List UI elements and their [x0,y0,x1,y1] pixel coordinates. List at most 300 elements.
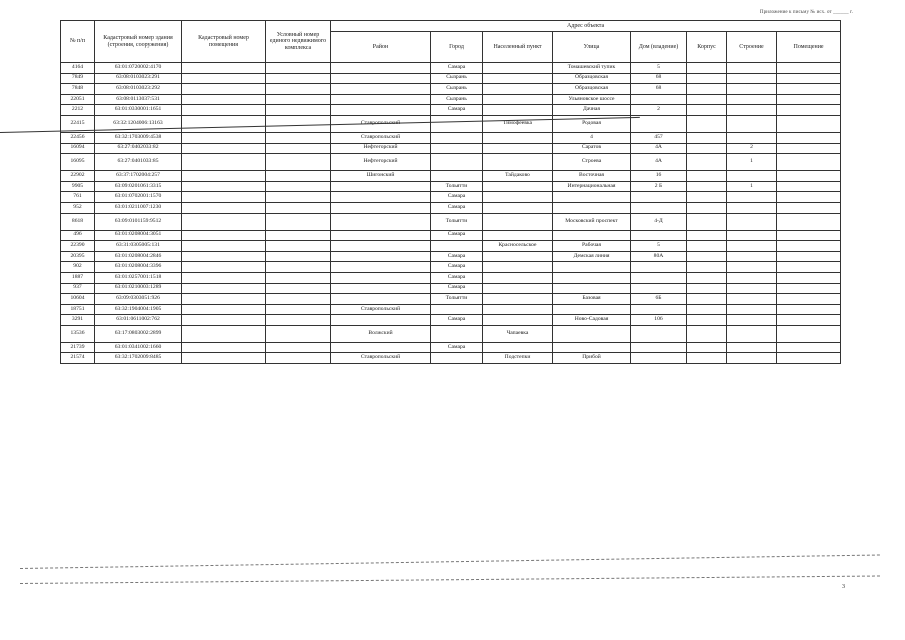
table-cell-room [182,132,266,143]
table-cell-bld [727,230,777,241]
table-cell-prem [777,143,841,154]
table-cell-city: Самара [431,251,483,262]
table-row [61,63,841,74]
col-street: Улица [553,32,631,63]
table-cell-n: 3291 [61,315,95,326]
table-cell-street [553,262,631,273]
table-cell-dist: Ставропольский [331,353,431,364]
table-cell-n: 22390 [61,241,95,252]
table-cell-bld [727,105,777,116]
col-cadastral: Кадастровый номер здания (строения, сооружения) [95,21,182,63]
table-cell-room [182,241,266,252]
table-cell-sett [483,251,553,262]
table-cell-dist: Нефтегорский [331,143,431,154]
table-cell-cad: 63:01:0210003:1289 [95,283,182,294]
table-cell-cad: 63:08:0103023:292 [95,84,182,95]
table-cell-dist: Ставропольский [331,115,431,132]
table-cell-cx [266,94,331,105]
table-cell-korp [687,304,727,315]
table-cell-city [431,304,483,315]
table-cell-dist [331,251,431,262]
table-cell-cx [266,262,331,273]
table-cell-bld [727,342,777,353]
table-cell-prem [777,202,841,213]
table-cell-street [553,272,631,283]
table-cell-house: 2 [631,105,687,116]
table-cell-sett [483,181,553,192]
table-cell-cx [266,283,331,294]
table-cell-room [182,84,266,95]
table-cell-korp [687,84,727,95]
table-cell-bld [727,94,777,105]
table-cell-street: 4 [553,132,631,143]
table-cell-room [182,171,266,182]
table-body [61,63,841,364]
table-cell-cx [266,143,331,154]
table-cell-dist [331,202,431,213]
table-cell-sett [483,192,553,203]
table-cell-dist [331,294,431,305]
table-cell-korp [687,63,727,74]
table-cell-city: Самара [431,192,483,203]
col-complex: Условный номер единого недвижимого комплекса [266,21,331,63]
table-cell-cx [266,132,331,143]
table-cell-street: Дачная [553,105,631,116]
table-row [61,272,841,283]
table-cell-korp [687,241,727,252]
table-cell-prem [777,304,841,315]
table-cell-street: Ульяновское шоссе [553,94,631,105]
table-cell-room [182,181,266,192]
table-cell-bld [727,325,777,342]
table-cell-house [631,192,687,203]
table-row [61,84,841,95]
table-cell-prem [777,192,841,203]
table-cell-prem [777,262,841,273]
table-cell-house: 106 [631,315,687,326]
table-cell-room [182,342,266,353]
table-cell-city: Самара [431,105,483,116]
table-cell-korp [687,294,727,305]
table-cell-house: 2 Б [631,181,687,192]
table-cell-prem [777,325,841,342]
table-cell-sett [483,202,553,213]
table-cell-sett [483,94,553,105]
table-cell-city: Сызрань [431,94,483,105]
table-cell-dist: Волжский [331,325,431,342]
col-house: Дом (владение) [631,32,687,63]
table-cell-bld: 1 [727,181,777,192]
table-row [61,283,841,294]
table-cell-prem [777,73,841,84]
table-cell-street [553,283,631,294]
table-cell-korp [687,132,727,143]
table-cell-korp [687,283,727,294]
table-cell-n: 4164 [61,63,95,74]
table-cell-dist [331,213,431,230]
table-cell-city: Тольятти [431,294,483,305]
table-cell-sett: Тайдаково [483,171,553,182]
table-cell-cad: 63:32:1204006:13163 [95,115,182,132]
table-cell-n: 16095 [61,154,95,171]
scan-dash-line [20,554,880,569]
table-cell-cx [266,213,331,230]
table-cell-cad: 63:32:1702009:8485 [95,353,182,364]
table-cell-cad: 63:27:0401033:85 [95,154,182,171]
table-cell-city: Тольятти [431,213,483,230]
table-cell-n: 22051 [61,94,95,105]
table-cell-street: Рабочая [553,241,631,252]
table-cell-dist: Шигонский [331,171,431,182]
table-cell-dist [331,105,431,116]
table-row [61,213,841,230]
table-cell-street: Интернациональная [553,181,631,192]
table-cell-n: 1887 [61,272,95,283]
scan-dash-line [20,575,880,584]
table-cell-bld [727,304,777,315]
table-cell-house: 457 [631,132,687,143]
col-korpus: Корпус [687,32,727,63]
table-cell-prem [777,315,841,326]
table-cell-city: Тольятти [431,181,483,192]
table-cell-room [182,115,266,132]
table-cell-prem [777,181,841,192]
table-cell-n: 7849 [61,73,95,84]
table-cell-street [553,202,631,213]
table-cell-city [431,115,483,132]
table-cell-prem [777,294,841,305]
table-cell-korp [687,262,727,273]
table-cell-korp [687,202,727,213]
table-cell-bld [727,213,777,230]
table-cell-sett [483,294,553,305]
table-cell-room [182,154,266,171]
table-cell-sett [483,132,553,143]
table-cell-sett [483,63,553,74]
table-cell-bld [727,353,777,364]
table-cell-prem [777,353,841,364]
table-cell-n: 9905 [61,181,95,192]
table-cell-sett [483,283,553,294]
table-cell-cad: 63:01:0702001:1570 [95,192,182,203]
table-cell-korp [687,342,727,353]
table-row [61,251,841,262]
table-cell-prem [777,171,841,182]
table-cell-room [182,192,266,203]
table-cell-street: Ново-Садовая [553,315,631,326]
table-cell-street [553,230,631,241]
table-row [61,294,841,305]
table-cell-dist [331,73,431,84]
table-cell-room [182,325,266,342]
table-row [61,262,841,273]
table-cell-room [182,272,266,283]
table-cell-cad: 63:08:0113037:531 [95,94,182,105]
table-cell-dist [331,283,431,294]
table-cell-cad: 63:01:0330001:1651 [95,105,182,116]
table-cell-cad: 63:32:1703009:4538 [95,132,182,143]
table-cell-street [553,325,631,342]
table-cell-korp [687,115,727,132]
table-row [61,154,841,171]
table-cell-prem [777,94,841,105]
table-cell-street: Образцовская [553,73,631,84]
table-cell-cx [266,73,331,84]
table-cell-dist [331,94,431,105]
table-cell-house: 16 [631,171,687,182]
table-cell-cad: 63:31:0305005:131 [95,241,182,252]
table-cell-sett [483,230,553,241]
table-cell-room [182,304,266,315]
table-cell-dist [331,84,431,95]
table-cell-sett [483,272,553,283]
table-cell-cx [266,241,331,252]
table-cell-dist [331,342,431,353]
table-cell-bld [727,283,777,294]
table-cell-cad: 63:01:0611002:762 [95,315,182,326]
table-cell-n: 2212 [61,105,95,116]
table-cell-n: 902 [61,262,95,273]
table-cell-cad: 63:01:0257001:1518 [95,272,182,283]
table-cell-street [553,192,631,203]
table-cell-cx [266,171,331,182]
table-cell-cad: 63:01:0720002:4170 [95,63,182,74]
table-cell-house: 4А [631,154,687,171]
table-cell-korp [687,181,727,192]
table-cell-street: Образцовская [553,84,631,95]
table-cell-house [631,202,687,213]
table-cell-city: Самара [431,272,483,283]
table-cell-bld [727,73,777,84]
table-cell-sett [483,84,553,95]
table-cell-sett: Чапаевка [483,325,553,342]
page-number: 3 [842,584,845,590]
table-cell-room [182,94,266,105]
table-cell-cad: 63:09:0201061:3315 [95,181,182,192]
table-cell-bld [727,171,777,182]
table-cell-korp [687,171,727,182]
table-cell-prem [777,213,841,230]
table-cell-dist [331,241,431,252]
table-row [61,353,841,364]
table-cell-cx [266,325,331,342]
table-cell-cad: 63:17:0803002:2899 [95,325,182,342]
col-num: № п/п [61,21,95,63]
table-cell-house: 4-Д [631,213,687,230]
table-cell-room [182,353,266,364]
table-cell-cx [266,63,331,74]
table-cell-street: Базовая [553,294,631,305]
table-cell-prem [777,84,841,95]
table-cell-house: 68 [631,84,687,95]
table-cell-cx [266,202,331,213]
table-row [61,171,841,182]
table-cell-room [182,213,266,230]
table-cell-cx [266,230,331,241]
table-cell-prem [777,342,841,353]
table-cell-dist [331,63,431,74]
table-cell-bld [727,132,777,143]
table-cell-dist [331,192,431,203]
table-cell-korp [687,230,727,241]
table-cell-street: Прибой [553,353,631,364]
table-cell-korp [687,325,727,342]
table-cell-dist [331,181,431,192]
table-cell-korp [687,272,727,283]
table-cell-sett [483,105,553,116]
table-cell-dist [331,230,431,241]
table-cell-street [553,342,631,353]
table-cell-sett [483,342,553,353]
table-row [61,202,841,213]
table-cell-cx [266,353,331,364]
table-cell-dist [331,272,431,283]
table-cell-sett: Красносельское [483,241,553,252]
table-cell-prem [777,105,841,116]
table-cell-n: 22456 [61,132,95,143]
table-cell-sett [483,73,553,84]
table-cell-room [182,262,266,273]
table-cell-cad: 63:01:0211007:1230 [95,202,182,213]
table-cell-bld [727,262,777,273]
table-row [61,192,841,203]
table-cell-dist [331,262,431,273]
table-cell-room [182,294,266,305]
table-cell-n: 18751 [61,304,95,315]
table-cell-bld [727,251,777,262]
table-cell-cad: 63:08:0103023:291 [95,73,182,84]
table-cell-city: Самара [431,315,483,326]
table-row [61,315,841,326]
table-cell-n: 761 [61,192,95,203]
table-cell-house: 4А [631,143,687,154]
table-cell-cad: 63:09:0101159:9512 [95,213,182,230]
table-cell-room [182,283,266,294]
col-premises: Помещение [777,32,841,63]
table-cell-bld [727,202,777,213]
table-cell-bld [727,115,777,132]
table-cell-n: 8618 [61,213,95,230]
table-cell-korp [687,353,727,364]
table-row [61,115,841,132]
table-cell-korp [687,315,727,326]
table-cell-city: Самара [431,202,483,213]
table-cell-house: 5 [631,241,687,252]
table-cell-city: Сызрань [431,73,483,84]
table-cell-house [631,325,687,342]
table-header-row [61,21,841,32]
table-cell-korp [687,143,727,154]
table-cell-cad: 63:01:0341002:1660 [95,342,182,353]
table-cell-city [431,353,483,364]
table-cell-house [631,230,687,241]
table-cell-sett [483,304,553,315]
table-row [61,304,841,315]
table-cell-cx [266,105,331,116]
table-cell-cad: 63:01:0208004:2846 [95,251,182,262]
table-cell-n: 10604 [61,294,95,305]
table-cell-cx [266,272,331,283]
table-row [61,94,841,105]
table-cell-street: Демская линия [553,251,631,262]
table-cell-city [431,154,483,171]
table-cell-sett: Подстепки [483,353,553,364]
table-cell-house: 80А [631,251,687,262]
col-address: Адрес объекта [331,21,841,32]
table-cell-street: Саратов [553,143,631,154]
table-cell-bld [727,241,777,252]
table-cell-house: 5 [631,63,687,74]
objects-table [60,20,841,364]
table-cell-bld [727,63,777,74]
table-cell-n: 21574 [61,353,95,364]
table-cell-n: 22415 [61,115,95,132]
table-cell-city [431,325,483,342]
table-cell-n: 16094 [61,143,95,154]
table-cell-korp [687,213,727,230]
table-cell-house [631,262,687,273]
table-cell-cx [266,315,331,326]
table-cell-city [431,241,483,252]
table-cell-cad: 63:27:0402033:82 [95,143,182,154]
table-cell-n: 20395 [61,251,95,262]
table-cell-cx [266,294,331,305]
table-cell-n: 952 [61,202,95,213]
table-row [61,230,841,241]
table-cell-cad: 63:37:1702004:257 [95,171,182,182]
table-cell-sett [483,262,553,273]
table-row [61,143,841,154]
table-cell-bld [727,294,777,305]
table-cell-cad: 63:32:1904004:1905 [95,304,182,315]
table-cell-house [631,283,687,294]
table-cell-cx [266,181,331,192]
table-cell-street: Восточная [553,171,631,182]
table-cell-korp [687,154,727,171]
table-cell-street: Московский проспект [553,213,631,230]
table-cell-house [631,115,687,132]
table-cell-n: 7848 [61,84,95,95]
table-cell-city: Самара [431,262,483,273]
table-cell-bld [727,192,777,203]
table-cell-cad: 63:01:0208004:3396 [95,262,182,273]
table-cell-prem [777,283,841,294]
table-cell-bld [727,315,777,326]
col-city: Город [431,32,483,63]
table-cell-city: Самара [431,342,483,353]
table-cell-house [631,353,687,364]
table-cell-room [182,73,266,84]
table-cell-room [182,251,266,262]
table-cell-street: Родовая [553,115,631,132]
table-cell-city: Самара [431,63,483,74]
table-cell-prem [777,272,841,283]
table-cell-n: 13536 [61,325,95,342]
table-cell-house [631,272,687,283]
table-row [61,105,841,116]
table-cell-room [182,230,266,241]
table-cell-room [182,315,266,326]
table-cell-house: 68 [631,73,687,84]
table-cell-prem [777,230,841,241]
table-row [61,342,841,353]
table-cell-korp [687,94,727,105]
table-cell-prem [777,115,841,132]
table-cell-bld: 1 [727,154,777,171]
table-cell-cad: 63:01:0208004:3051 [95,230,182,241]
table-cell-sett [483,154,553,171]
table-cell-korp [687,192,727,203]
